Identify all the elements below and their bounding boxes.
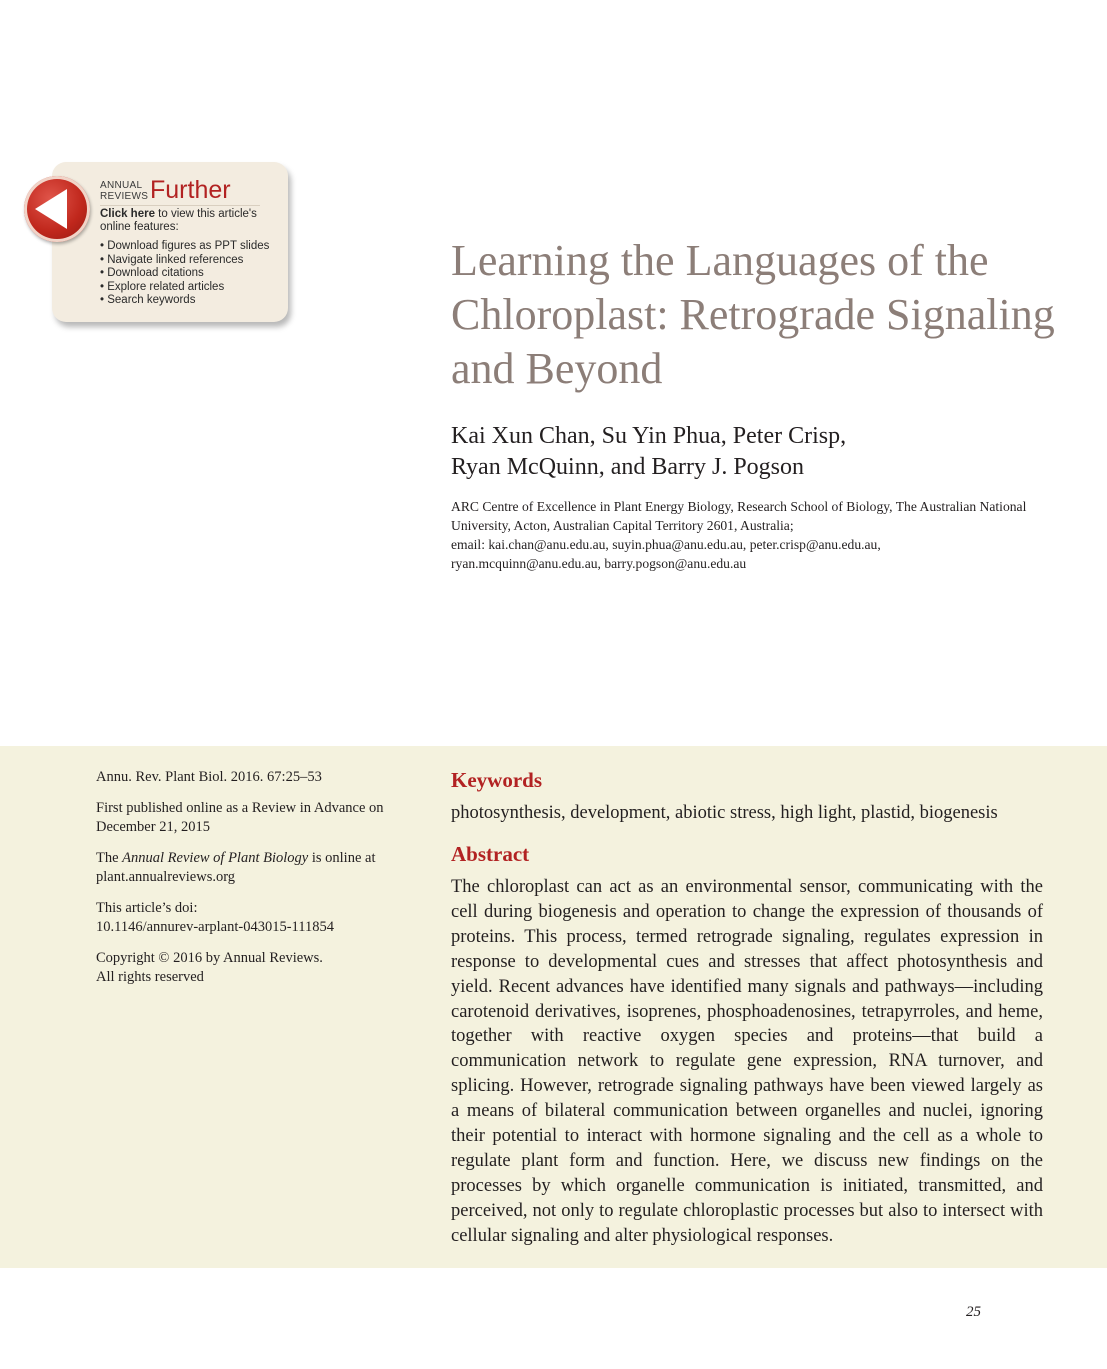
doi-label: This article’s doi: [96, 900, 198, 916]
further-feature-item[interactable]: • Download citations [100, 267, 269, 281]
keywords-heading: Keywords [451, 768, 542, 792]
further-click-text: to view this article's online features: [100, 208, 257, 233]
authors-line: Kai Xun Chan, Su Yin Phua, Peter Crisp, [451, 423, 847, 449]
further-description [100, 208, 280, 234]
article-title: Learning the Languages of the Chloroplast: Retrograde Signaling and Beyond [451, 236, 1055, 393]
further-reviews-label: REVIEWS [100, 191, 149, 202]
doi-block [96, 899, 406, 937]
email-line: ryan.mcquinn@anu.edu.au, barry.pogson@anu.edu.au [451, 556, 747, 571]
rights: All rights reserved [96, 969, 204, 985]
back-arrow-icon [35, 189, 67, 229]
article-meta [96, 768, 406, 999]
first-published: First published online as a Review in Advance on December 21, 2015 [96, 800, 384, 835]
journal-name: Annual Review of Plant Biology [122, 850, 309, 866]
doi-value[interactable]: 10.1146/annurev-arplant-043015-111854 [96, 919, 334, 935]
click-here-link[interactable]: Click here [100, 208, 155, 220]
copyright-block [96, 949, 406, 987]
copyright: Copyright © 2016 by Annual Reviews. [96, 950, 323, 966]
abstract-heading: Abstract [451, 842, 530, 866]
further-feature-item[interactable]: • Download figures as PPT slides [100, 240, 269, 254]
further-play-button[interactable] [24, 176, 90, 242]
email-line: email: kai.chan@anu.edu.au, suyin.phua@anu.edu.au, peter.crisp@anu.edu.au, [451, 537, 881, 552]
journal-online: The Annual Review of Plant Biology is online at plant.annualreviews.org [96, 850, 376, 885]
article-authors [451, 421, 1071, 483]
abstract-text: The chloroplast can act as an environmental sensor, communicating with the cell during biogenesis and operation to change the expression of thousands of proteins. This process, termed retrograde signaling, regulates expression in response to developmental cues and stresses that affect photosynthesis and yield. Recent advances have identified many signals and pathways—including carotenoid derivatives, isoprenes, phosphoadenosines, tetrapyrroles, and heme, together with reactive oxygen species and proteins—that build a communication network to regulate gene expression, RNA turnover, and splicing. However, retrograde signaling pathways have been viewed largely as a means of bilateral communication between organelles and nuclei, ignoring their potential to interact with hormone signaling and the cell as a whole to regulate plant form and function. Here, we discuss new findings on the processes by which organelle communication is initiated, transmitted, and perceived, not only to regulate chloroplastic processes but also to intersect with cellular signaling and alter physiological responses. [451, 877, 1043, 1246]
further-feature-list [100, 240, 269, 308]
further-feature-item[interactable]: • Navigate linked references [100, 254, 269, 268]
authors-line: Ryan McQuinn, and Barry J. Pogson [451, 454, 805, 480]
keywords-text: photosynthesis, development, abiotic stress, high light, plastid, biogenesis [451, 803, 998, 823]
further-annual-label: ANNUAL [100, 180, 143, 191]
further-word: Further [150, 176, 231, 204]
author-affiliation [451, 497, 1071, 573]
citation: Annu. Rev. Plant Biol. 2016. 67:25–53 [96, 769, 322, 785]
page-number: 25 [966, 1304, 981, 1320]
affiliation-text: ARC Centre of Excellence in Plant Energy Biology, Research School of Biology, The Australian National University, Acton, Australian Capital Territory 2601, Australia; [451, 499, 1027, 533]
further-feature-item[interactable]: • Search keywords [100, 294, 269, 308]
further-divider [100, 205, 260, 206]
further-feature-item[interactable]: • Explore related articles [100, 281, 269, 295]
